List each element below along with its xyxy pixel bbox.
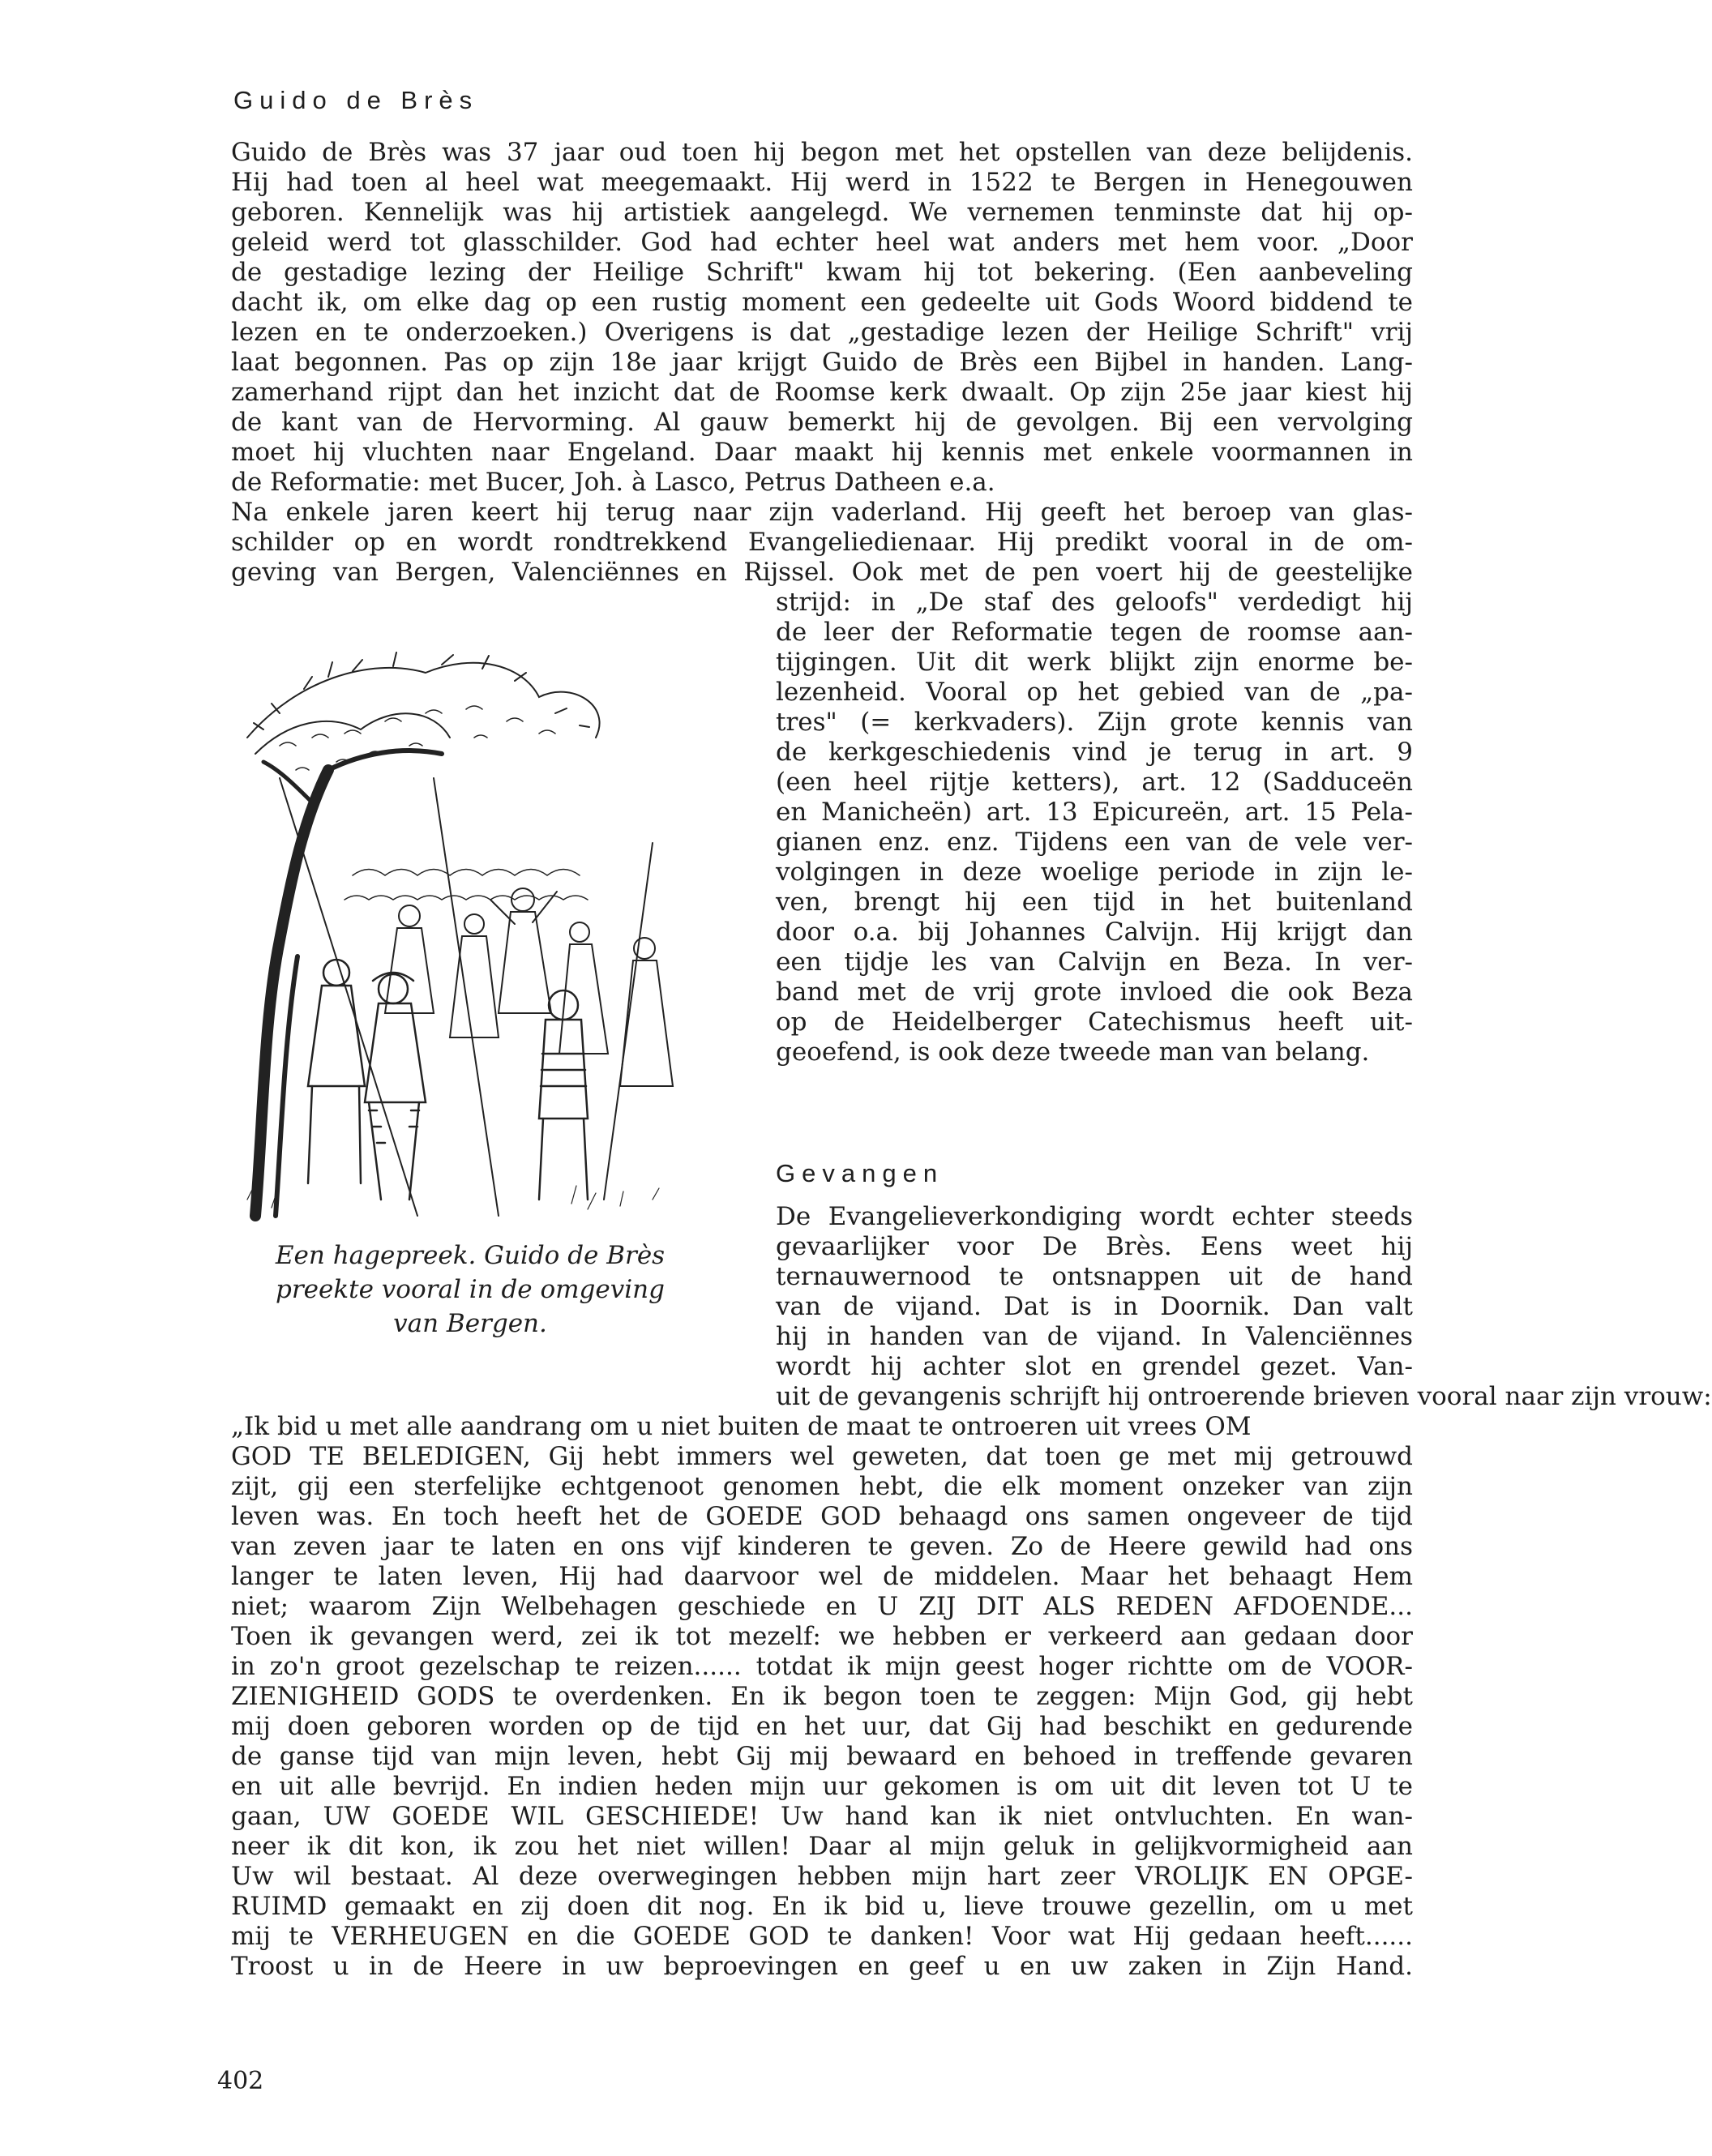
text-line: uit de gevangenis schrijft hij ontroerende brieven vooral naar zijn vrouw: <box>776 1382 1712 1411</box>
text-line: gevaarlijker voor De Brès. Eens weet hij <box>776 1232 1413 1261</box>
text-line: de gestadige lezing der Heilige Schrift" kwam hij tot bekering. (Een aanbeveling <box>231 258 1413 287</box>
caption-line: van Bergen. <box>393 1309 547 1338</box>
text-line: een tijdje les van Calvijn en Beza. In ver- <box>776 948 1413 977</box>
text-line: Uw wil bestaat. Al deze overwegingen hebben mijn hart zeer VROLIJK EN OPGE- <box>231 1862 1413 1891</box>
text-line: Hij had toen al heel wat meegemaakt. Hij werd in 1522 te Bergen in Henegouwen <box>231 168 1413 197</box>
text-line: geleid werd tot glasschilder. God had echter heel wat anders met hem voor. „Door <box>231 228 1413 257</box>
text-line: Na enkele jaren keert hij terug naar zijn vaderland. Hij geeft het beroep van glas- <box>231 498 1413 527</box>
text-line: GOD TE BELEDIGEN, Gij hebt immers wel geweten, dat toen ge met mij getrouwd <box>231 1442 1413 1471</box>
text-line: ven, brengt hij een tijd in het buitenland <box>776 888 1413 917</box>
text-line: gaan, UW GOEDE WIL GESCHIEDE! Uw hand kan ik niet ontvluchten. En wan- <box>231 1802 1413 1831</box>
text-line: langer te laten leven, Hij had daarvoor wel de middelen. Maar het behaagt Hem <box>231 1562 1413 1591</box>
text-line: tijgingen. Uit dit werk blijkt zijn enorme be- <box>776 648 1413 677</box>
text-line: van zeven jaar te laten en ons vijf kinderen te geven. Zo de Heere gewild had ons <box>231 1532 1413 1561</box>
text-line: de kant van de Hervorming. Al gauw bemerkt hij de gevolgen. Bij een vervolging <box>231 408 1413 437</box>
text-line: geoefend, is ook deze tweede man van belang. <box>776 1037 1370 1067</box>
illustration-caption <box>231 1238 709 1341</box>
text-line: wordt hij achter slot en grendel gezet. Van- <box>776 1352 1413 1381</box>
text-line: de ganse tijd van mijn leven, hebt Gij mij bewaard en behoed in treffende gevaren <box>231 1742 1413 1771</box>
text-line: laat begonnen. Pas op zijn 18e jaar krijgt Guido de Brès een Bijbel in handen. Lang- <box>231 348 1413 377</box>
text-line: de Reformatie: met Bucer, Joh. à Lasco, Petrus Datheen e.a. <box>231 468 995 497</box>
text-line: Troost u in de Heere in uw beproevingen en geef u en uw zaken in Zijn Hand. <box>231 1952 1413 1981</box>
text-line: de kerkgeschiedenis vind je terug in art. 9 <box>776 738 1413 767</box>
text-line: in zo'n groot gezelschap te reizen...... totdat ik mijn geest hoger richtte om de VOOR- <box>231 1652 1413 1681</box>
text-line: hij in handen van de vijand. In Valenciënnes <box>776 1322 1413 1351</box>
caption-line: Een hagepreek. Guido de Brès <box>275 1241 666 1270</box>
text-line: door o.a. bij Johannes Calvijn. Hij krijgt dan <box>776 918 1413 947</box>
hedge-sermon-illustration <box>231 632 717 1216</box>
text-line: moet hij vluchten naar Engeland. Daar maakt hij kennis met enkele voormannen in <box>231 438 1413 467</box>
caption-line: preekte vooral in de omgeving <box>276 1275 665 1304</box>
section-title: Gevangen <box>776 1159 944 1187</box>
text-line: Toen ik gevangen werd, zei ik tot mezelf: we hebben er verkeerd aan gedaan door <box>231 1622 1413 1651</box>
text-line: geving van Bergen, Valenciënnes en Rijssel. Ook met de pen voert hij de geestelijke <box>231 558 1413 587</box>
text-line: en uit alle bevrijd. En indien heden mijn uur gekomen is om uit dit leven tot U te <box>231 1772 1413 1801</box>
text-line: mij doen geboren worden op de tijd en het uur, dat Gij had beschikt en gedurende <box>231 1712 1413 1741</box>
text-line: ZIENIGHEID GODS te overdenken. En ik begon toen te zeggen: Mijn God, gij hebt <box>231 1682 1413 1711</box>
text-line: zijt, gij een sterfelijke echtgenoot genomen hebt, die elk moment onzeker van zijn <box>231 1472 1413 1501</box>
text-line: De Evangelieverkondiging wordt echter steeds <box>776 1202 1413 1231</box>
text-line: lezen en te onderzoeken.) Overigens is dat „gestadige lezen der Heilige Schrift" vrij <box>231 318 1413 347</box>
text-line: gianen enz. enz. Tijdens een van de vele ver- <box>776 828 1413 857</box>
text-line: „Ik bid u met alle aandrang om u niet buiten de maat te ontroeren uit vrees OM <box>231 1412 1252 1441</box>
text-line: leven was. En toch heeft het de GOEDE GOD behaagd ons samen ongeveer de tijd <box>231 1502 1413 1531</box>
text-line: de leer der Reformatie tegen de roomse aan- <box>776 618 1413 647</box>
text-line: strijd: in „De staf des geloofs" verdedigt hij <box>776 588 1413 617</box>
text-line: neer ik dit kon, ik zou het niet willen! Daar al mijn geluk in gelijkvormigheid aan <box>231 1832 1413 1861</box>
text-line: mij te VERHEUGEN en die GOEDE GOD te danken! Voor wat Hij gedaan heeft...... <box>231 1922 1413 1951</box>
text-line: band met de vrij grote invloed die ook Beza <box>776 977 1413 1007</box>
text-line: zamerhand rijpt dan het inzicht dat de Roomse kerk dwaalt. Op zijn 25e jaar kiest hij <box>231 378 1413 407</box>
text-line: tres" (= kerkvaders). Zijn grote kennis van <box>776 708 1413 737</box>
text-line: en Manicheën) art. 13 Epicureën, art. 15 Pela- <box>776 798 1413 827</box>
text-line: van de vijand. Dat is in Doornik. Dan valt <box>776 1292 1413 1321</box>
text-line: ternauwernood te ontsnappen uit de hand <box>776 1262 1413 1291</box>
text-line: (een heel rijtje ketters), art. 12 (Sadduceën <box>776 768 1413 797</box>
text-line: Guido de Brès was 37 jaar oud toen hij begon met het opstellen van deze belijdenis. <box>231 138 1413 167</box>
text-line: geboren. Kennelijk was hij artistiek aangelegd. We vernemen tenminste dat hij op- <box>231 198 1413 227</box>
text-line: RUIMD gemaakt en zij doen dit nog. En ik bid u, lieve trouwe gezellin, om u met <box>231 1892 1413 1921</box>
text-line: lezenheid. Vooral op het gebied van de „pa- <box>776 678 1413 707</box>
text-line: volgingen in deze woelige periode in zijn le- <box>776 858 1413 887</box>
text-line: niet; waarom Zijn Welbehagen geschiede en U ZIJ DIT ALS REDEN AFDOENDE... <box>231 1592 1413 1621</box>
page-number: 402 <box>217 2067 264 2095</box>
text-line: schilder op en wordt rondtrekkend Evangeliedienaar. Hij predikt vooral in de om- <box>231 528 1413 557</box>
text-line: op de Heidelberger Catechismus heeft uit- <box>776 1007 1413 1037</box>
section-title: Guido de Brès <box>233 86 479 114</box>
text-line: dacht ik, om elke dag op een rustig moment een gedeelte uit Gods Woord biddend te <box>231 288 1413 317</box>
